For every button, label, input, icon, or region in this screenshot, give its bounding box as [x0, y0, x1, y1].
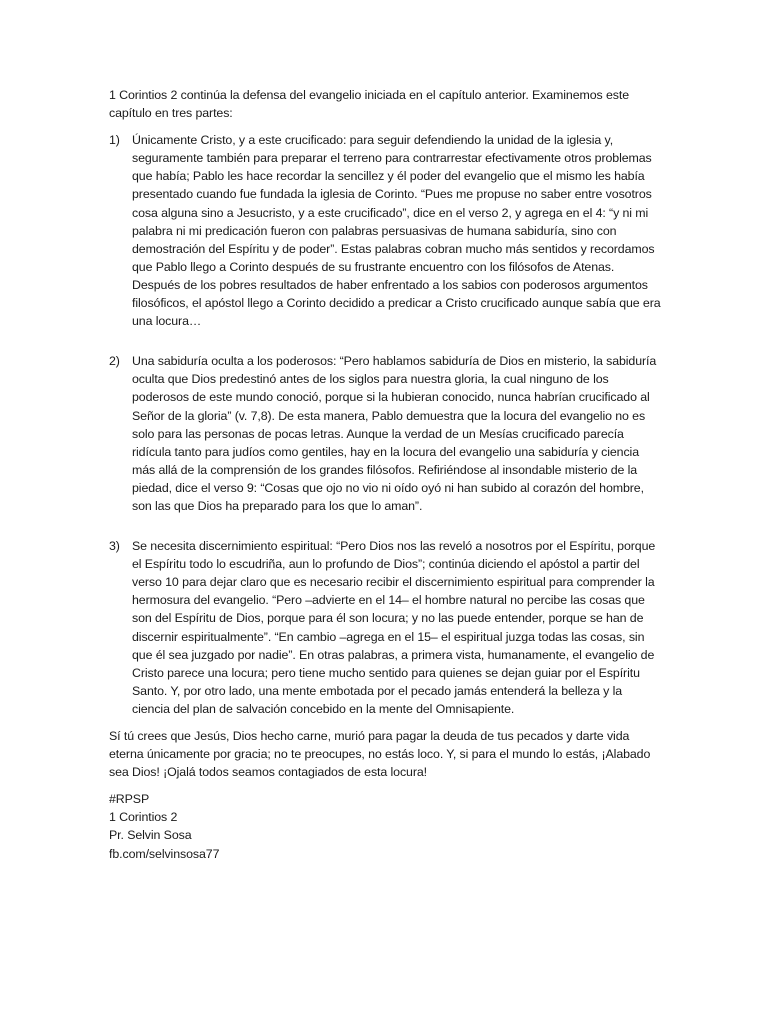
list-item-text: Una sabiduría oculta a los poderosos: “Pero hablamos sabiduría de Dios en misterio, la sabiduría oculta que Dios predestinó antes de los siglos para nuestra gloria, la cual ninguno de los poderosos de este mundo conoció, porque si la hubieran conocido, nunca habrían crucificado al Señor de la gloria” (v. 7,8). De esta manera, Pablo demuestra que la locura del evangelio no es solo para las personas de pocas letras. Aunque la verdad de un Mesías crucificado parecía ridícula tanto para judíos como gentiles, hay en la locura del evangelio una sabiduría y ciencia más allá de la comprensión de los grandes filósofos. Refiriéndose al insondable misterio de la piedad, dice el verso 9: “Cosas que ojo no vio ni oído oyó ni han subido al corazón del hombre, son las que Dios ha preparado para los que lo aman”. — [132, 354, 657, 513]
document-page — [109, 86, 662, 863]
numbered-list — [109, 131, 662, 718]
hashtag: #RPSP — [109, 792, 150, 807]
closing-paragraph: Sí tú crees que Jesús, Dios hecho carne, murió para pagar la deuda de tus pecados y darte vida eterna únicamente por gracia; no te preocupes, no estás loco. Y, si para el mundo lo estás, ¡Alabado sea Dios! ¡Ojalá todos seamos contagiados de esta locura! — [109, 729, 651, 780]
list-item-text: Se necesita discernimiento espiritual: “Pero Dios nos las reveló a nosotros por el Espíritu, porque el Espíritu todo lo escudriña, aun lo profundo de Dios”; continúa diciendo el apóstol a partir del verso 10 para dejar claro que es necesario recibir el discernimiento espiritual para comprender la hermosura del evangelio. “Pero –advierte en el 14– el hombre natural no percibe las cosas que son del Espíritu de Dios, porque para él son locura; y no las puede entender, porque se han de discernir espiritualmente”. “En cambio –agrega en el 15– el espiritual juzga todas las cosas, sin que él sea juzgado por nadie”. En otras palabras, a primera vista, humanamente, el evangelio de Cristo parece una locura; pero tiene mucho sentido para quienes se dejan guiar por el Espíritu Santo. Y, por otro lado, una mente embotada por el pecado jamás entenderá la belleza y la ciencia del plan de salvación concebido en la mente del Omnisapiente. — [132, 539, 656, 716]
list-item — [109, 537, 662, 718]
list-item-number: 3) — [109, 539, 120, 554]
author-name: Pr. Selvin Sosa — [109, 828, 192, 843]
social-link: fb.com/selvinsosa77 — [109, 846, 220, 861]
intro-paragraph: 1 Corintios 2 continúa la defensa del evangelio iniciada en el capítulo anterior. Examinemos este capítulo en tres partes: — [109, 88, 629, 121]
list-item-number: 1) — [109, 133, 120, 148]
bible-reference: 1 Corintios 2 — [109, 810, 178, 825]
signature-block — [109, 790, 662, 862]
list-item — [109, 131, 662, 330]
list-item — [109, 352, 662, 515]
list-item-text: Únicamente Cristo, y a este crucificado: para seguir defendiendo la unidad de la iglesia y, seguramente también para preparar el terreno para contrarrestar efectivamente otros problemas que había; Pablo les hace recordar la sencillez y él poder del evangelio que el mismo les había presentado cuando fue fundada la iglesia de Corinto. “Pues me propuse no saber entre vosotros cosa alguna sino a Jesucristo, y a este crucificado”, dice en el verso 2, y agrega en el 4: “y ni mi palabra ni mi predicación fueron con palabras persuasivas de humana sabiduría, sino con demostración del Espíritu y de poder”. Estas palabras cobran mucho más sentidos y recordamos que Pablo llego a Corinto después de su frustrante encuentro con los filósofos de Atenas. Después de los pobres resultados de haber enfrentado a los sabios con poderosos argumentos filosóficos, el apóstol llego a Corinto decidido a predicar a Cristo crucificado aunque sabía que era una locura… — [132, 133, 661, 329]
list-item-number: 2) — [109, 354, 120, 369]
